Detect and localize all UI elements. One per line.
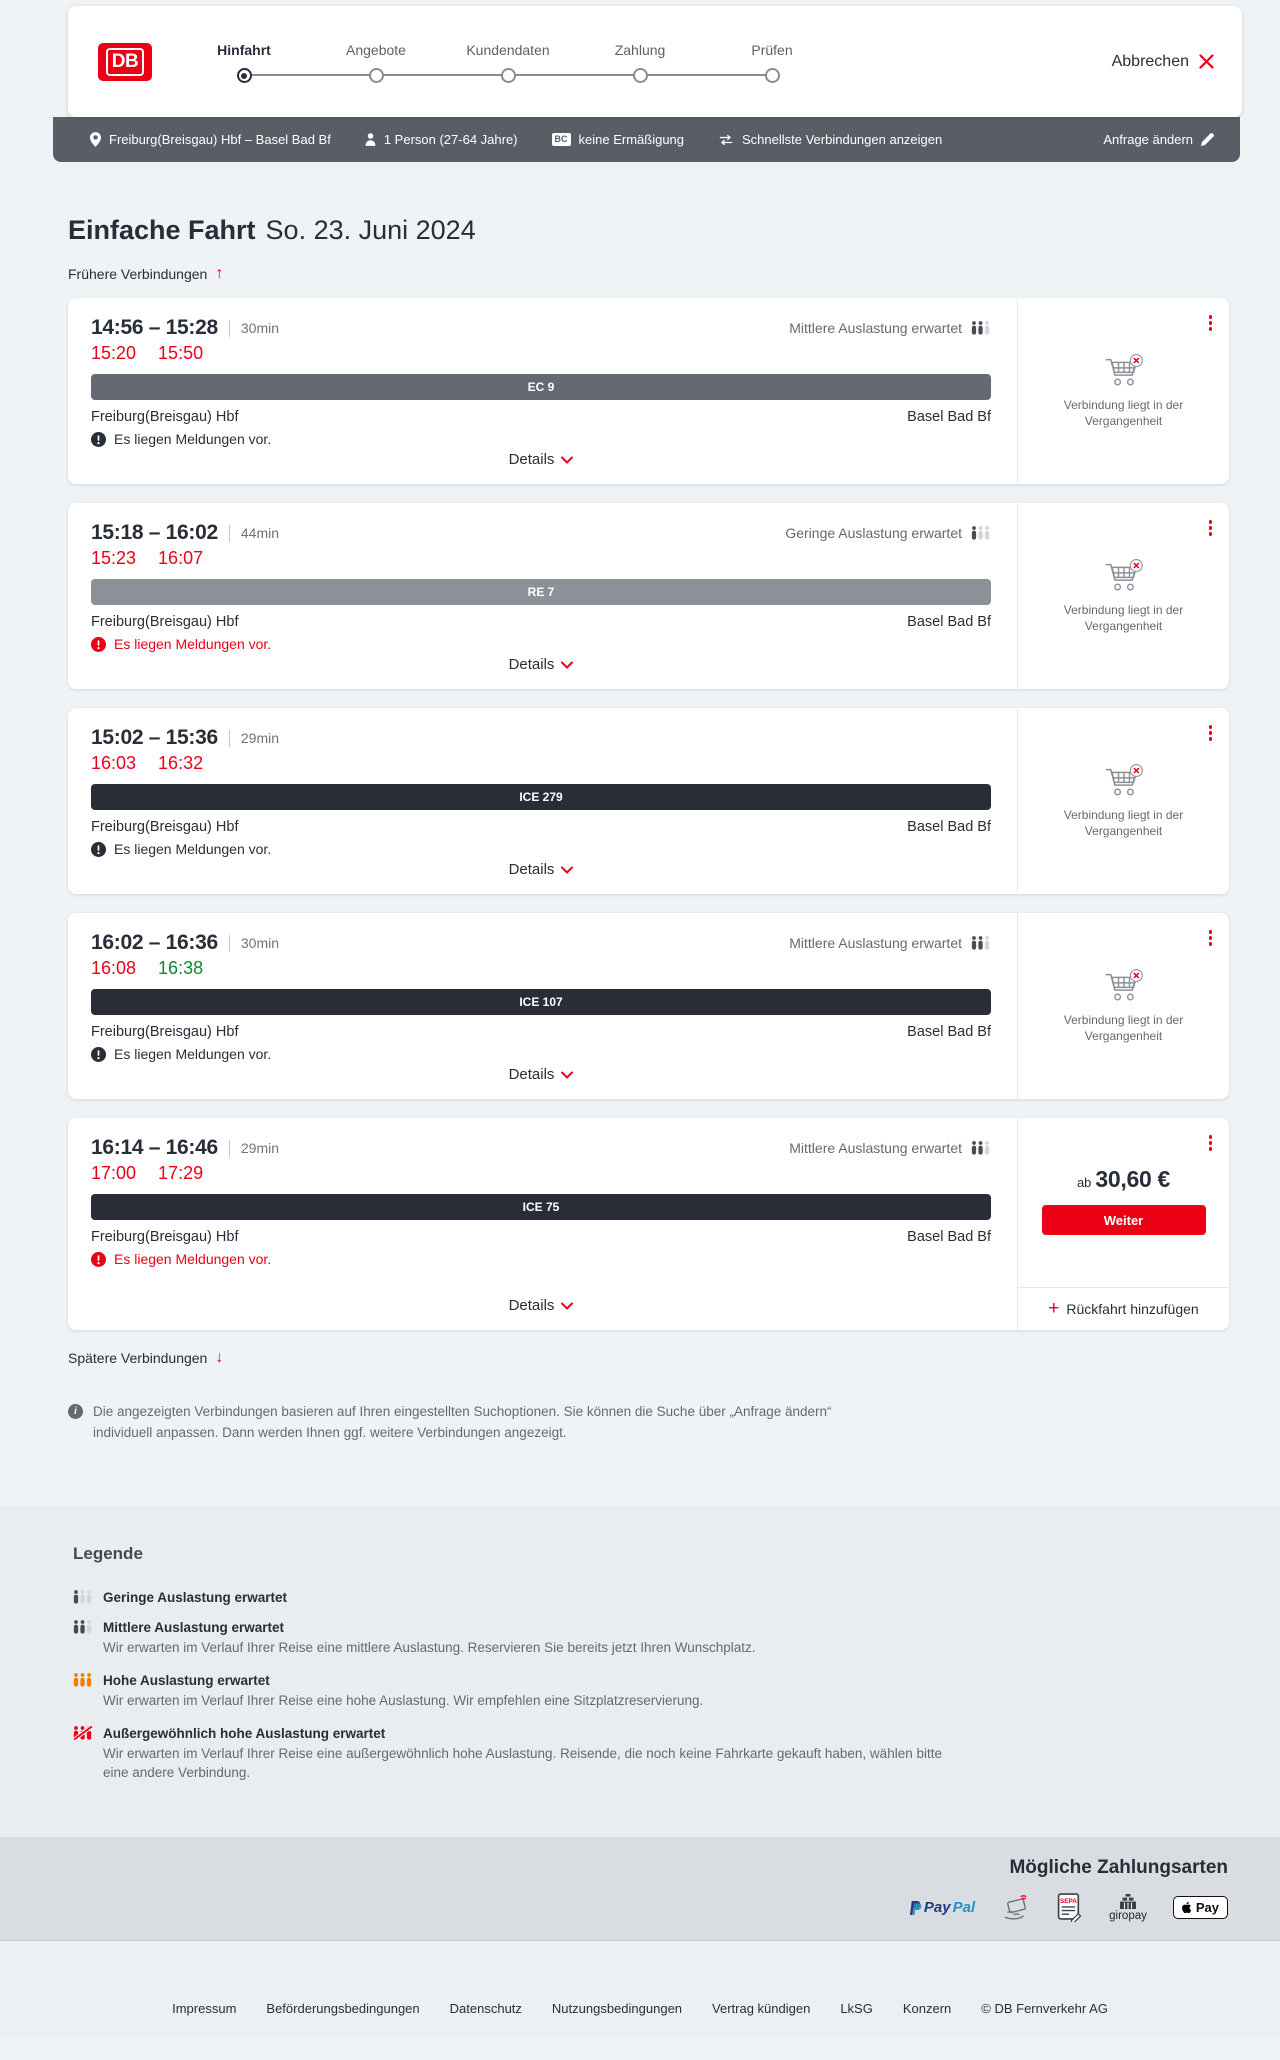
- details-toggle[interactable]: Details: [503, 1293, 580, 1318]
- footer-link-impressum[interactable]: Impressum: [172, 2001, 237, 2017]
- payment-icons: [909, 1893, 1228, 1922]
- legend-section: [0, 1506, 1280, 1838]
- legend-item-low: Geringe Auslastung erwartet: [73, 1590, 1280, 1605]
- occupancy-icon: [971, 936, 991, 950]
- actual-departure: 15:20: [91, 343, 137, 363]
- occupancy-indicator: Geringe Auslastung erwartet: [785, 521, 991, 541]
- train-label: ICE 279: [519, 790, 563, 804]
- options-menu-button[interactable]: [1206, 1132, 1216, 1154]
- footer-link-datenschutz[interactable]: Datenschutz: [449, 2001, 522, 2017]
- options-menu-button[interactable]: [1206, 517, 1216, 539]
- train-line-bar: [91, 579, 991, 605]
- plus-icon: +: [1048, 1297, 1060, 1319]
- step-hinfahrt: Hinfahrt: [192, 42, 296, 83]
- paypal-mark-icon: [909, 1900, 922, 1916]
- occupancy-indicator: Mittlere Auslastung erwartet: [789, 931, 991, 951]
- chevron-down-icon: [561, 1302, 573, 1310]
- actual-arrival: 16:38: [158, 958, 204, 978]
- connection-times: [91, 521, 279, 545]
- svg-text:SEPA: SEPA: [1060, 1898, 1078, 1906]
- connection-times: [91, 1136, 279, 1160]
- train-line-bar: [91, 1194, 991, 1220]
- connection-times: [91, 726, 279, 750]
- legend-items: [73, 1590, 1280, 1798]
- occupancy-indicator: Mittlere Auslastung erwartet: [789, 1136, 991, 1156]
- continue-button[interactable]: Weiter: [1042, 1205, 1206, 1235]
- duration: 30min: [240, 935, 280, 951]
- realtime-times: [91, 343, 991, 364]
- actual-arrival: 16:07: [158, 548, 204, 568]
- person-icon: [365, 133, 376, 146]
- credit-card-icon: [1001, 1894, 1031, 1921]
- separator: [229, 935, 230, 952]
- connection-list: [68, 298, 1229, 1330]
- swap-arrows-icon: [718, 134, 734, 146]
- occupancy-medium-icon: [73, 1620, 93, 1634]
- cart-unavailable-icon: [1103, 558, 1145, 595]
- info-icon: i: [68, 1404, 83, 1419]
- departure-station: Freiburg(Breisgau) Hbf: [91, 614, 239, 630]
- connection-side-panel: [1017, 913, 1229, 1099]
- trip-summary-bar: [53, 117, 1240, 162]
- results-main: [0, 162, 1280, 1506]
- search-options-notice: i Die angezeigten Verbindungen basieren auf Ihren eingestellten Suchoptionen. Sie können die Suche über „Anfrage ändern“ individuell anpassen. Dann werden Ihnen ggf. weitere Verbindungen angezeigt.: [68, 1402, 868, 1444]
- separator: [229, 1140, 230, 1157]
- chevron-down-icon: [561, 456, 573, 464]
- checkout-stepper: [192, 40, 824, 83]
- legend-item-very-high: Außergewöhnlich hohe Auslastung erwartet Wir erwarten im Verlauf Ihrer Reise eine außergewöhnlich hohe Auslastung. Reisende, die noch keine Fahrkarte gekauft haben, wählen bitte eine andere Verbindung.: [73, 1726, 1280, 1798]
- cart-unavailable-icon: [1103, 353, 1145, 390]
- connection-message: Es liegen Meldungen vor.: [91, 1046, 991, 1062]
- realtime-times: [91, 1163, 991, 1184]
- realtime-times: [91, 958, 991, 979]
- warning-icon: [91, 637, 106, 652]
- warning-icon: [91, 1047, 106, 1062]
- cancel-button[interactable]: Abbrechen: [1112, 53, 1214, 71]
- occupancy-icon: [971, 321, 991, 335]
- arrival-station: Basel Bad Bf: [907, 1024, 991, 1040]
- warning-icon: [91, 432, 106, 447]
- occupancy-icon: [971, 526, 991, 540]
- duration: 29min: [240, 730, 280, 746]
- chevron-down-icon: [561, 866, 573, 874]
- apple-logo-icon: [1182, 1901, 1193, 1914]
- realtime-times: [91, 548, 991, 569]
- page-title: [68, 215, 1280, 246]
- duration: 44min: [240, 525, 280, 541]
- giropay-tower-icon: [1117, 1894, 1139, 1909]
- footer-link-befoerderungsbedingungen[interactable]: Beförderungsbedingungen: [266, 2001, 420, 2017]
- separator: [229, 320, 230, 337]
- connection-main: [68, 298, 1017, 484]
- occupancy-low-icon: [73, 1590, 93, 1604]
- stations-row: [91, 1229, 991, 1245]
- price: [1077, 1166, 1170, 1193]
- db-logo-text: DB: [106, 48, 144, 76]
- actual-departure: 16:08: [91, 958, 137, 978]
- realtime-times: [91, 753, 991, 774]
- paypal-icon: Pay Pal: [909, 1899, 975, 1916]
- scheduled-times: 15:02 – 15:36: [91, 726, 218, 749]
- step-dot: [501, 68, 516, 83]
- actual-departure: 15:23: [91, 548, 137, 568]
- footer-link-vertrag-kuendigen[interactable]: Vertrag kündigen: [712, 2001, 811, 2017]
- scheduled-times: 16:02 – 16:36: [91, 931, 218, 954]
- footer-link-nutzungsbedingungen[interactable]: Nutzungsbedingungen: [551, 2001, 683, 2017]
- actual-departure: 16:03: [91, 753, 137, 773]
- arrival-station: Basel Bad Bf: [907, 1229, 991, 1245]
- trip-sort-option[interactable]: Schnellste Verbindungen anzeigen: [718, 132, 942, 147]
- stations-row: [91, 1024, 991, 1040]
- details-toggle[interactable]: Details: [503, 652, 580, 677]
- db-logo: [98, 43, 152, 81]
- price-amount: 30,60 €: [1095, 1166, 1171, 1192]
- occupancy-high-icon: [73, 1673, 93, 1687]
- step-pruefen: Prüfen: [720, 42, 824, 83]
- actual-arrival: 15:50: [158, 343, 204, 363]
- connection-times: [91, 316, 279, 340]
- checkout-header: [68, 6, 1242, 117]
- connection-message: Es liegen Meldungen vor.: [91, 1251, 991, 1267]
- legend-item-high: Hohe Auslastung erwartet Wir erwarten im Verlauf Ihrer Reise eine hohe Auslastung. Wir empfehlen eine Sitzplatzreservierung.: [73, 1673, 1280, 1726]
- footer-link-konzern[interactable]: Konzern: [902, 2001, 952, 2017]
- connection-card: [68, 298, 1229, 484]
- options-menu-button[interactable]: [1206, 722, 1216, 744]
- connection-side-panel: [1017, 503, 1229, 689]
- connection-message: Es liegen Meldungen vor.: [91, 431, 991, 447]
- actual-arrival: 17:29: [158, 1163, 204, 1183]
- chevron-down-icon: [561, 1071, 573, 1079]
- connection-card: [68, 708, 1229, 894]
- connection-main: [68, 708, 1017, 894]
- departure-station: Freiburg(Breisgau) Hbf: [91, 1024, 239, 1040]
- past-connection-indicator: Verbindung liegt in der Vergangenheit: [1051, 558, 1196, 634]
- pencil-icon: [1201, 133, 1214, 146]
- options-menu-button[interactable]: [1206, 312, 1216, 334]
- legend-item-medium: Mittlere Auslastung erwartet Wir erwarten im Verlauf Ihrer Reise eine mittlere Auslastung. Reservieren Sie bereits jetzt Ihren Wunschplatz.: [73, 1620, 1280, 1673]
- actual-departure: 17:00: [91, 1163, 137, 1183]
- occupancy-very-high-icon: [73, 1726, 93, 1740]
- connection-message: Es liegen Meldungen vor.: [91, 636, 991, 652]
- connection-message: Es liegen Meldungen vor.: [91, 841, 991, 857]
- separator: [229, 525, 230, 542]
- past-connection-indicator: Verbindung liegt in der Vergangenheit: [1051, 763, 1196, 839]
- arrow-down-icon: ↓: [215, 1349, 224, 1366]
- arrival-station: Basel Bad Bf: [907, 409, 991, 425]
- train-line-bar: [91, 374, 991, 400]
- train-label: ICE 107: [519, 995, 563, 1009]
- step-dot: [765, 68, 780, 83]
- step-dot: [369, 68, 384, 83]
- stations-row: [91, 819, 991, 835]
- cart-unavailable-icon: [1103, 763, 1145, 800]
- actual-arrival: 16:32: [158, 753, 204, 773]
- footer: [0, 1941, 1280, 2038]
- close-icon: [1199, 54, 1214, 69]
- departure-station: Freiburg(Breisgau) Hbf: [91, 1229, 239, 1245]
- connection-main: [68, 1118, 1017, 1330]
- warning-icon: [91, 842, 106, 857]
- warning-icon: [91, 1252, 106, 1267]
- copyright: © DB Fernverkehr AG: [981, 2001, 1108, 2017]
- step-kundendaten: Kundendaten: [456, 42, 560, 83]
- payment-methods-section: [0, 1837, 1280, 1941]
- trip-type-title: Einfache Fahrt: [68, 215, 256, 245]
- location-pin-icon: [90, 132, 101, 147]
- arrival-station: Basel Bad Bf: [907, 614, 991, 630]
- add-return-trip-button[interactable]: + Rückfahrt hinzufügen: [1048, 1288, 1198, 1330]
- occupancy-indicator: Mittlere Auslastung erwartet: [789, 316, 991, 336]
- stations-row: [91, 409, 991, 425]
- train-label: RE 7: [527, 585, 555, 599]
- past-connection-indicator: Verbindung liegt in der Vergangenheit: [1051, 968, 1196, 1044]
- departure-station: Freiburg(Breisgau) Hbf: [91, 819, 239, 835]
- footer-link-lksg[interactable]: LkSG: [840, 2001, 873, 2017]
- step-dot-active: [237, 68, 252, 83]
- connection-side-panel: [1017, 298, 1229, 484]
- payment-title: Mögliche Zahlungsarten: [1009, 1857, 1228, 1879]
- duration: 29min: [240, 1140, 280, 1156]
- step-zahlung: Zahlung: [588, 42, 692, 83]
- scheduled-times: 14:56 – 15:28: [91, 316, 218, 339]
- connection-card: [68, 1118, 1229, 1330]
- scheduled-times: 15:18 – 16:02: [91, 521, 218, 544]
- connection-side-panel: [1017, 708, 1229, 894]
- step-dot: [633, 68, 648, 83]
- connection-main: [68, 913, 1017, 1099]
- occupancy-icon: [971, 1141, 991, 1155]
- sepa-direct-debit-icon: [1057, 1893, 1083, 1922]
- details-toggle[interactable]: Details: [503, 1062, 580, 1087]
- later-connections-link[interactable]: Spätere Verbindungen ↓: [68, 1349, 224, 1366]
- earlier-connections-link[interactable]: Frühere Verbindungen ↑: [68, 265, 224, 282]
- trip-discount: BC keine Ermäßigung: [552, 132, 685, 147]
- cart-unavailable-icon: [1103, 968, 1145, 1005]
- connection-side-panel: [1017, 1118, 1229, 1330]
- departure-station: Freiburg(Breisgau) Hbf: [91, 409, 239, 425]
- train-line-bar: [91, 989, 991, 1015]
- travel-date: So. 23. Juni 2024: [265, 215, 476, 245]
- trip-passengers: 1 Person (27-64 Jahre): [365, 132, 518, 147]
- stations-row: [91, 614, 991, 630]
- trip-route: Freiburg(Breisgau) Hbf – Basel Bad Bf: [90, 132, 331, 147]
- giropay-icon: giropay: [1109, 1894, 1147, 1922]
- connection-main: [68, 503, 1017, 689]
- options-menu-button[interactable]: [1206, 927, 1216, 949]
- arrival-station: Basel Bad Bf: [907, 819, 991, 835]
- details-toggle[interactable]: Details: [503, 857, 580, 882]
- scheduled-times: 16:14 – 16:46: [91, 1136, 218, 1159]
- connection-card: [68, 503, 1229, 689]
- legend-title: Legende: [73, 1543, 143, 1563]
- details-toggle[interactable]: Details: [503, 447, 580, 472]
- train-label: ICE 75: [522, 1200, 560, 1214]
- separator: [229, 730, 230, 747]
- arrow-up-icon: ↑: [215, 265, 224, 282]
- duration: 30min: [240, 320, 280, 336]
- step-angebote: Angebote: [324, 42, 428, 83]
- chevron-down-icon: [561, 661, 573, 669]
- connection-times: [91, 931, 279, 955]
- train-line-bar: [91, 784, 991, 810]
- edit-request-button[interactable]: Anfrage ändern: [1103, 132, 1214, 147]
- connection-card: [68, 913, 1229, 1099]
- past-connection-indicator: Verbindung liegt in der Vergangenheit: [1051, 353, 1196, 429]
- price-prefix: ab: [1076, 1175, 1092, 1190]
- apple-pay-icon: Pay: [1173, 1896, 1228, 1919]
- bahncard-icon: BC: [552, 133, 571, 146]
- train-label: EC 9: [527, 380, 555, 394]
